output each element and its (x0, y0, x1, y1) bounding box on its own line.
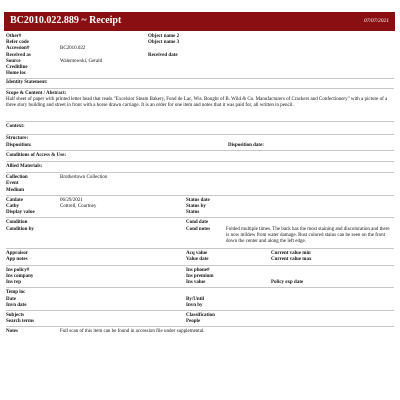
condition-by-label: Condition by (6, 226, 34, 232)
context-label: Context: (6, 124, 25, 130)
field-value: 06/29/2021 (60, 197, 83, 203)
field-label: Other# (6, 34, 22, 39)
appraisal-section (6, 251, 394, 265)
field-label: People (186, 319, 201, 325)
field-label: Event (6, 181, 19, 187)
field-label: Ins company (6, 273, 34, 279)
field-label: Value date (186, 257, 209, 263)
insurance-section (6, 268, 394, 289)
field-label: Ins value (186, 280, 206, 286)
field-label: Collection (6, 175, 28, 181)
field-label: Invn by (186, 302, 203, 308)
field-label: Policy exp date (271, 280, 304, 286)
disposition-date-label: Disposition date: (228, 142, 264, 148)
field-label: Current value max (271, 257, 312, 263)
field-label: Date (6, 296, 16, 302)
notes-label: Notes (6, 329, 18, 335)
field-label: Catby (6, 204, 20, 210)
field-label: Current value min (271, 251, 311, 257)
field-row (6, 257, 394, 263)
field-label: Search terms (6, 319, 35, 325)
field-label: Creditline (6, 65, 28, 71)
structure-label: Structure: (6, 136, 29, 142)
field-label: Ins phone# (186, 267, 210, 273)
field-row (6, 71, 394, 79)
cond-notes-label: Cond notes (186, 226, 211, 232)
identity-section (6, 79, 394, 88)
cond-date-label: Cond date (186, 220, 209, 226)
field-label: Catdate (6, 197, 23, 203)
record-date: 07/07/2021 (363, 18, 389, 25)
access-label: Conditions of Access & Use: (6, 153, 394, 162)
field-row (6, 319, 394, 325)
field-label: Refer code (6, 40, 29, 46)
field-label: Subjects (6, 312, 25, 318)
disposition-label: Disposition: (6, 142, 32, 148)
field-row (6, 280, 394, 286)
subjects-section (6, 313, 394, 327)
disposition-row (6, 143, 394, 151)
field-label: Status date (186, 197, 210, 203)
field-value: Walentowski, Gerald (60, 58, 103, 64)
field-label: Temp loc (6, 290, 26, 296)
field-row (6, 188, 394, 194)
record-title-bar (4, 12, 395, 31)
field-label: Acq value (186, 251, 208, 257)
cond-notes-text: Folded multiple times. The back has the most staining and discoloration and there is now mildew from water damage. Rust colored stains can be seen on the front down the center and along the left edge. (226, 226, 390, 245)
field-value: BC2010.022 (60, 46, 86, 52)
inventory-section (6, 290, 394, 311)
notes-row (6, 329, 394, 335)
catalog-section (6, 198, 394, 219)
field-label: Object name 3 (148, 40, 180, 46)
field-label: Accession# (6, 46, 30, 52)
field-label: Invn date (6, 302, 27, 308)
field-value (60, 210, 186, 216)
scope-section (6, 91, 394, 110)
field-label: Home loc (6, 71, 27, 77)
field-label: Ins premium (186, 273, 214, 279)
field-label: App notes (6, 257, 28, 263)
notes-text: Full scan of this item can be found in accession file under supplemental. (60, 329, 205, 335)
field-label: Medium (6, 187, 25, 193)
field-label: Received as (6, 52, 31, 58)
field-label: Display value (6, 210, 35, 216)
allied-label: Allied Materials: (6, 164, 394, 173)
record-title: BC2010.022.889 ~ Receipt (10, 15, 122, 27)
top-fields (6, 34, 394, 79)
field-label: Appraisor (6, 251, 28, 257)
record-content (6, 34, 394, 336)
condition-section (6, 220, 394, 249)
field-row (6, 210, 394, 216)
collection-section (6, 175, 394, 196)
field-row (6, 303, 394, 309)
scope-label: Scope & Content / Abstract: (6, 90, 67, 96)
field-value: Cottrell, Courtney (60, 204, 97, 210)
field-label: Status by (186, 204, 206, 210)
field-label: Received date (148, 52, 178, 58)
cond-notes-row (186, 227, 394, 246)
field-label: Classification (186, 312, 215, 318)
identity-label: Identity Statement: (6, 80, 48, 86)
field-label: By/Until (186, 296, 205, 302)
field-value: Brothertown Collection (60, 175, 108, 181)
scope-text: Half sheet of paper with printed letter head that reads "Excelsior Steam Bakery, Fond de Lac, Wis. Bought of B. Wild & Co. Manufacturers of Crackers and Confectionery" with a picture of a three story building and street in front with a horse drawn carriage. It is an order for one item and notes that it was paid for, all written in pencil. (6, 96, 388, 109)
field-label: Object name 2 (148, 34, 180, 39)
divider (6, 109, 394, 122)
field-label: Ins rep (6, 280, 22, 286)
field-label: Source (6, 58, 21, 64)
field-label: Status (186, 210, 200, 216)
condition-label: Condition (6, 220, 28, 226)
field-label: Ins policy# (6, 267, 30, 273)
